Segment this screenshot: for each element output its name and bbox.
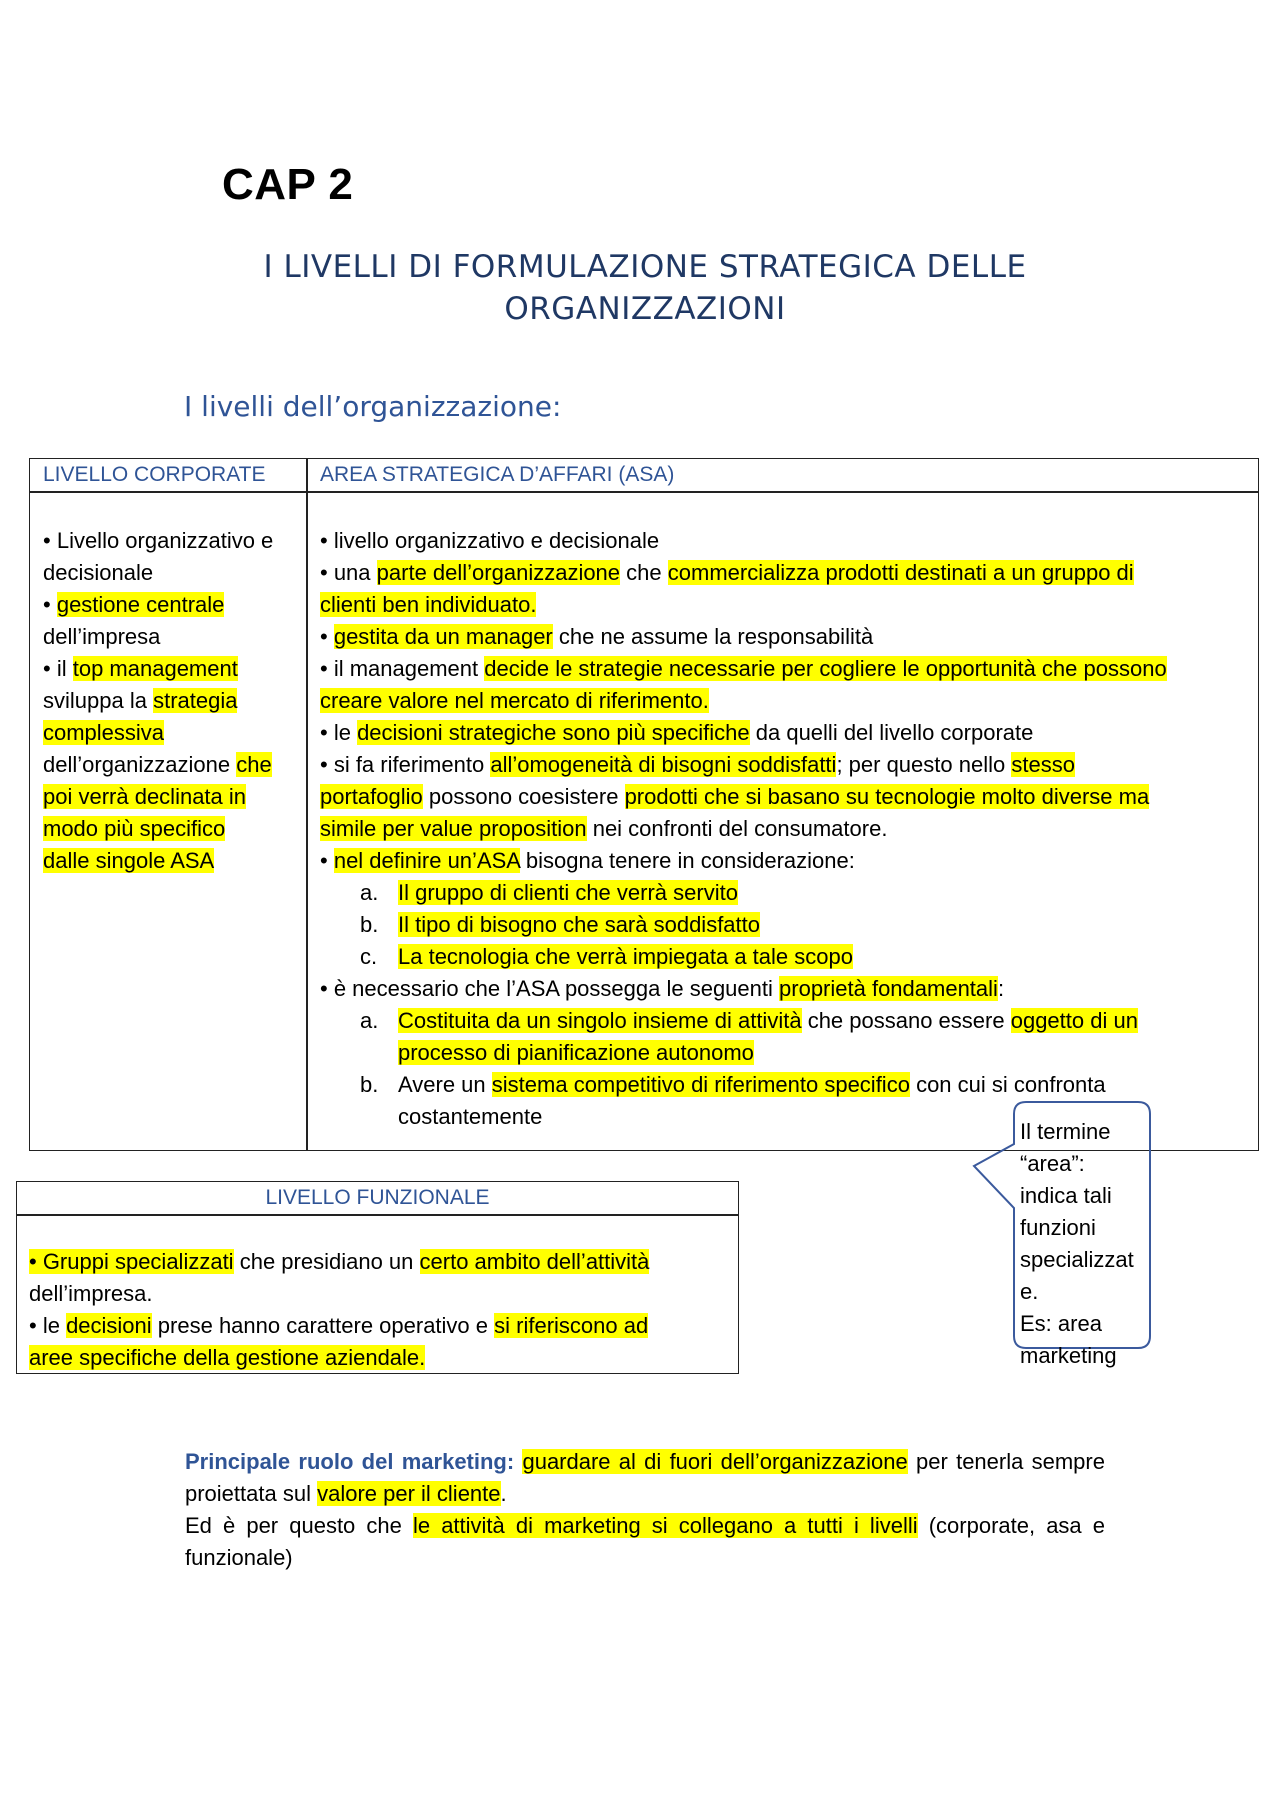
highlight: poi verrà declinata in	[43, 784, 247, 809]
asa-text: • una	[320, 560, 371, 585]
header-asa: AREA STRATEGICA D’AFFARI (ASA)	[320, 463, 675, 486]
marketing-paragraph	[185, 1446, 1105, 1574]
highlight: • Gruppi specializzati	[29, 1249, 234, 1274]
corporate-text: sviluppa la	[43, 688, 147, 713]
bullet: •	[43, 528, 51, 553]
highlight: dalle singole ASA	[43, 848, 215, 873]
highlight: si riferiscono ad	[494, 1313, 649, 1338]
list-item	[320, 1005, 1250, 1037]
highlight: creare valore nel mercato di riferimento.	[320, 688, 709, 713]
callout-line: marketing	[1020, 1343, 1117, 1368]
highlight: certo ambito dell’attività	[419, 1249, 650, 1274]
highlight: le attività di marketing si collegano a tutti i livelli	[412, 1513, 918, 1538]
asa-text: che ne assume la responsabilità	[558, 624, 874, 649]
title-line-2: ORGANIZZAZIONI	[504, 291, 786, 327]
header-corporate: LIVELLO CORPORATE	[43, 463, 266, 486]
list-marker: a.	[360, 880, 379, 905]
list-item	[320, 1069, 1250, 1101]
page-title	[180, 246, 1110, 330]
asa-cell	[320, 525, 1250, 1133]
paragraph-text: (corporate, asa e funzionale)	[185, 1513, 1105, 1570]
section-subtitle: I livelli dell’organizzazione:	[184, 390, 562, 423]
functional-text: dell’impresa.	[29, 1281, 153, 1306]
highlight: Costituita da un singolo insieme di attività	[398, 1008, 802, 1033]
highlight: guardare al di fuori dell’organizzazione	[522, 1449, 908, 1474]
highlight: decide le strategie necessarie per cogliere le opportunità che possono	[484, 656, 1167, 681]
asa-text: costantemente	[398, 1104, 543, 1129]
asa-text: • le	[320, 720, 351, 745]
highlight: commercializza prodotti destinati a un gruppo di	[667, 560, 1134, 585]
paragraph-text: per tenerla sempre proiettata sul	[185, 1449, 1105, 1506]
corporate-cell	[43, 525, 298, 877]
highlight: stesso	[1011, 752, 1075, 777]
corporate-text: dell’impresa	[43, 624, 161, 649]
corporate-text: decisionale	[43, 560, 154, 585]
asa-text: ; per questo nello	[836, 752, 1006, 777]
functional-cell	[29, 1246, 729, 1374]
asa-text: bisogna tenere in considerazione:	[525, 848, 855, 873]
callout-bubble	[970, 1100, 1166, 1368]
callout-line: Es: area	[1020, 1311, 1102, 1336]
list-item	[320, 877, 1250, 909]
highlight: all’omogeneità di bisogni soddisfatti	[490, 752, 837, 777]
bullet: •	[43, 592, 51, 617]
list-item-continued	[320, 1037, 1250, 1069]
callout-line: Il termine	[1020, 1119, 1111, 1144]
callout-line: indica tali	[1020, 1183, 1112, 1208]
functional-table	[16, 1181, 739, 1374]
highlight: che	[236, 752, 272, 777]
asa-text: possono coesistere	[428, 784, 619, 809]
paragraph-text: Ed è per questo che	[185, 1513, 402, 1538]
functional-text: prese hanno carattere operativo e	[157, 1313, 489, 1338]
highlight: Il tipo di bisogno che sarà soddisfatto	[398, 912, 761, 937]
asa-text: • è necessario che l’ASA possegga le seguenti	[320, 976, 773, 1001]
highlight: La tecnologia che verrà impiegata a tale scopo	[398, 944, 853, 969]
bullet: •	[320, 624, 328, 649]
list-item	[320, 909, 1250, 941]
column-divider	[306, 459, 308, 1150]
highlight: proprietà fondamentali	[779, 976, 998, 1001]
header-divider	[17, 1214, 738, 1216]
list-item	[320, 941, 1250, 973]
highlight: aree specifiche della gestione aziendale.	[29, 1345, 426, 1370]
asa-text: da quelli del livello corporate	[755, 720, 1034, 745]
highlight: top management	[72, 656, 238, 681]
title-line-1: I LIVELLI DI FORMULAZIONE STRATEGICA DELLE	[263, 249, 1027, 285]
highlight: modo più specifico	[43, 816, 226, 841]
asa-text: che possano essere	[807, 1008, 1005, 1033]
marketing-label: Principale ruolo del marketing:	[185, 1449, 515, 1474]
functional-text: • le	[29, 1313, 60, 1338]
header-functional: LIVELLO FUNZIONALE	[265, 1186, 490, 1209]
asa-text: • il management	[320, 656, 479, 681]
corporate-text: Livello organizzativo e	[56, 528, 274, 553]
asa-text: :	[997, 976, 1005, 1001]
highlight: gestita da un manager	[333, 624, 553, 649]
callout-line: “area”:	[1020, 1151, 1085, 1176]
highlight: complessiva	[43, 720, 165, 745]
highlight: processo di pianificazione autonomo	[398, 1040, 754, 1065]
highlight: simile per value proposition	[320, 816, 587, 841]
list-marker: c.	[360, 944, 378, 969]
callout-line: specializzat	[1020, 1247, 1134, 1272]
callout-line: funzioni	[1020, 1215, 1096, 1240]
callout-text	[1020, 1116, 1150, 1372]
corporate-text: dell’organizzazione	[43, 752, 231, 777]
asa-text: che	[626, 560, 662, 585]
highlight: decisioni strategiche sono più specifiche	[357, 720, 750, 745]
asa-text: nei confronti del consumatore.	[592, 816, 888, 841]
list-marker: b.	[360, 912, 379, 937]
bullet: •	[320, 848, 328, 873]
bullet: •	[43, 656, 51, 681]
header-divider	[30, 491, 1258, 493]
list-marker: a.	[360, 1008, 379, 1033]
asa-text: • si fa riferimento	[320, 752, 485, 777]
functional-text: che presidiano un	[239, 1249, 414, 1274]
highlight: parte dell’organizzazione	[376, 560, 621, 585]
asa-text: con cui si confronta	[916, 1072, 1106, 1097]
chapter-heading: CAP 2	[222, 160, 354, 209]
highlight: oggetto di un	[1010, 1008, 1138, 1033]
highlight: gestione centrale	[56, 592, 225, 617]
paragraph-text: .	[500, 1481, 507, 1506]
asa-text: Avere un	[398, 1072, 486, 1097]
levels-table	[29, 458, 1259, 1151]
highlight: prodotti che si basano su tecnologie molto diverse ma	[624, 784, 1150, 809]
highlight: valore per il cliente	[317, 1481, 501, 1506]
highlight: clienti ben individuato.	[320, 592, 537, 617]
highlight: portafoglio	[320, 784, 423, 809]
list-marker: b.	[360, 1072, 379, 1097]
highlight: sistema competitivo di riferimento specifico	[491, 1072, 910, 1097]
highlight: decisioni	[66, 1313, 152, 1338]
corporate-text: il	[56, 656, 67, 681]
highlight: nel definire un’ASA	[333, 848, 520, 873]
highlight: strategia	[153, 688, 238, 713]
callout-line: e.	[1020, 1279, 1039, 1304]
highlight: Il gruppo di clienti che verrà servito	[398, 880, 738, 905]
asa-text: • livello organizzativo e decisionale	[320, 528, 660, 553]
